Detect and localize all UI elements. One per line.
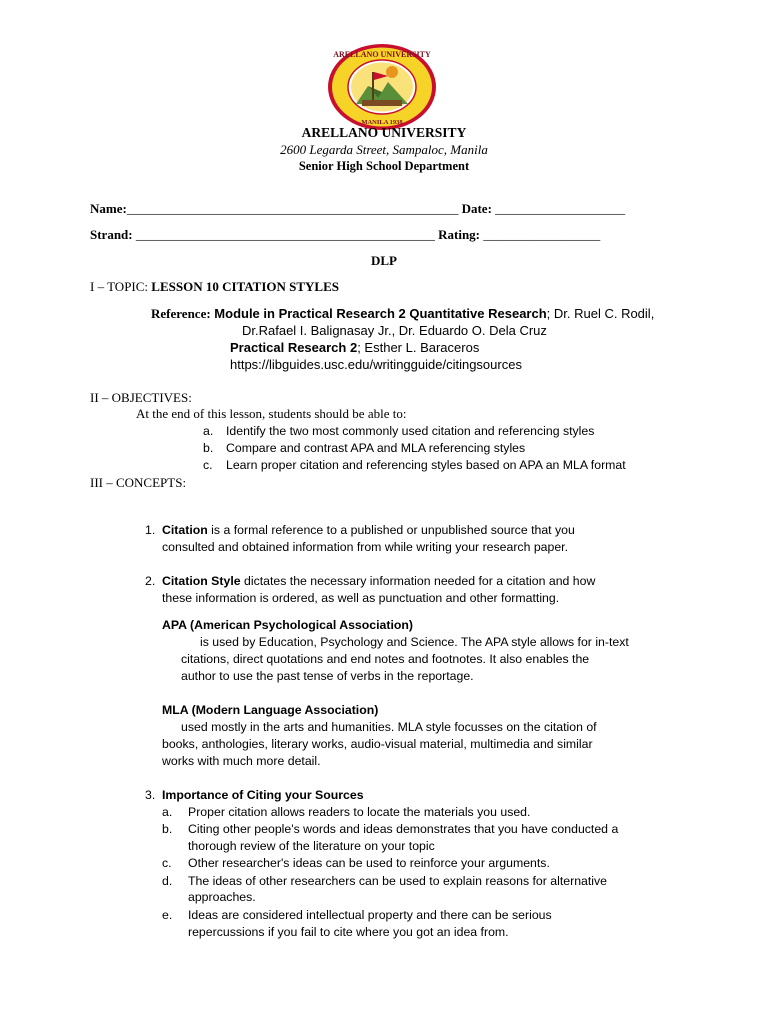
concept-marker: 1. [145, 523, 156, 537]
objectives-intro: At the end of this lesson, students should be able to: [136, 406, 407, 421]
apa-line-1: is used by Education, Psychology and Science. The APA style allows for in-text [200, 635, 629, 649]
doc-type: DLP [371, 253, 397, 268]
topic-prefix: I – TOPIC: [90, 279, 149, 294]
reference-line-3 [230, 340, 479, 355]
reference-line-2: Dr.Rafael I. Balignasay Jr., Dr. Eduardo O. Dela Cruz [242, 323, 547, 338]
objective-text: Identify the two most commonly used citation and referencing styles [226, 424, 595, 438]
citation-style-line-1 [162, 574, 595, 588]
importance-item-continued: approaches. [188, 890, 256, 904]
importance-item-continued: thorough review of the literature on your topic [188, 839, 435, 853]
objective-marker: b. [203, 441, 214, 455]
name-blank-line: ___________________________________________________ [126, 201, 459, 216]
reference-label: Reference: [151, 306, 211, 321]
reference-module-title: Module in Practical Research 2 Quantitative Research [214, 306, 547, 321]
mla-line-3: works with much more detail. [162, 754, 321, 768]
reference-author-1: ; Dr. Ruel C. Rodil, [546, 306, 655, 321]
date-blank-line: ____________________ [495, 201, 626, 216]
objective-text: Learn proper citation and referencing styles based on APA an MLA format [226, 458, 626, 472]
mla-line-2: books, anthologies, literary works, audio-visual material, multimedia and similar [162, 737, 593, 751]
university-address: 2600 Legarda Street, Sampaloc, Manila [280, 142, 488, 157]
objective-marker: a. [203, 424, 214, 438]
citation-style-term: Citation Style [162, 574, 241, 588]
apa-line-3: author to use the past tense of verbs in the reportage. [181, 669, 474, 683]
objectives-heading: II – OBJECTIVES: [90, 390, 192, 405]
importance-item: Proper citation allows readers to locate the materials you used. [188, 805, 531, 819]
name-label: Name: [90, 201, 127, 216]
department-name: Senior High School Department [298, 159, 470, 173]
importance-item: The ideas of other researchers can be used to explain reasons for alternative [188, 874, 608, 888]
strand-blank-line: ______________________________________________ [135, 227, 435, 242]
citation-definition-text: is a formal reference to a published or unpublished source that you [207, 523, 575, 537]
importance-title: Importance of Citing your Sources [162, 788, 364, 802]
citation-term: Citation [162, 523, 208, 537]
concept-marker: 3. [145, 788, 156, 802]
mla-line-1: used mostly in the arts and humanities. MLA style focusses on the citation of [181, 720, 597, 734]
date-label: Date: [461, 201, 492, 216]
reference-line-1 [151, 306, 654, 322]
reference-author-2: ; Esther L. Baraceros [357, 340, 480, 355]
importance-item: Other researcher's ideas can be used to reinforce your arguments. [188, 856, 550, 870]
strand-field[interactable] [90, 227, 600, 243]
citation-definition-line-2: consulted and obtained information from while writing your research paper. [162, 540, 569, 554]
citation-style-text: dictates the necessary information needed for a citation and how [240, 574, 596, 588]
seal-bottom-text: MANILA 1938 [361, 119, 403, 126]
strand-label: Strand: [90, 227, 133, 242]
concept-marker: 2. [145, 574, 156, 588]
apa-title: APA (American Psychological Association) [162, 618, 414, 632]
seal-top-text: ARELLANO UNIVERSITY [333, 50, 431, 59]
importance-marker: d. [162, 874, 173, 888]
citation-style-line-2: these information is ordered, as well as punctuation and other formatting. [162, 591, 560, 605]
mla-title: MLA (Modern Language Association) [162, 703, 379, 717]
objective-marker: c. [203, 458, 213, 472]
rating-blank-line: __________________ [483, 227, 601, 242]
importance-marker: b. [162, 822, 173, 836]
citation-definition-line-1 [162, 523, 575, 537]
topic-title: LESSON 10 CITATION STYLES [151, 279, 340, 294]
university-name: ARELLANO UNIVERSITY [301, 125, 467, 140]
importance-marker: e. [162, 908, 173, 922]
topic-line [90, 279, 339, 295]
reference-url[interactable]: https://libguides.usc.edu/writingguide/citingsources [230, 357, 522, 372]
importance-item-continued: repercussions if you fail to cite where you got an idea from. [188, 925, 509, 939]
concepts-heading: III – CONCEPTS: [90, 475, 187, 490]
university-seal-logo [326, 42, 438, 132]
apa-line-2: citations, direct quotations and end notes and footnotes. It also enables the [181, 652, 590, 666]
rating-label: Rating: [438, 227, 481, 242]
importance-marker: c. [162, 856, 172, 870]
name-field[interactable] [90, 201, 625, 217]
importance-item: Ideas are considered intellectual property and there can be serious [188, 908, 552, 922]
objective-text: Compare and contrast APA and MLA referencing styles [226, 441, 526, 455]
importance-item: Citing other people's words and ideas demonstrates that you have conducted a [188, 822, 619, 836]
reference-book-title: Practical Research 2 [230, 340, 358, 355]
importance-marker: a. [162, 805, 173, 819]
